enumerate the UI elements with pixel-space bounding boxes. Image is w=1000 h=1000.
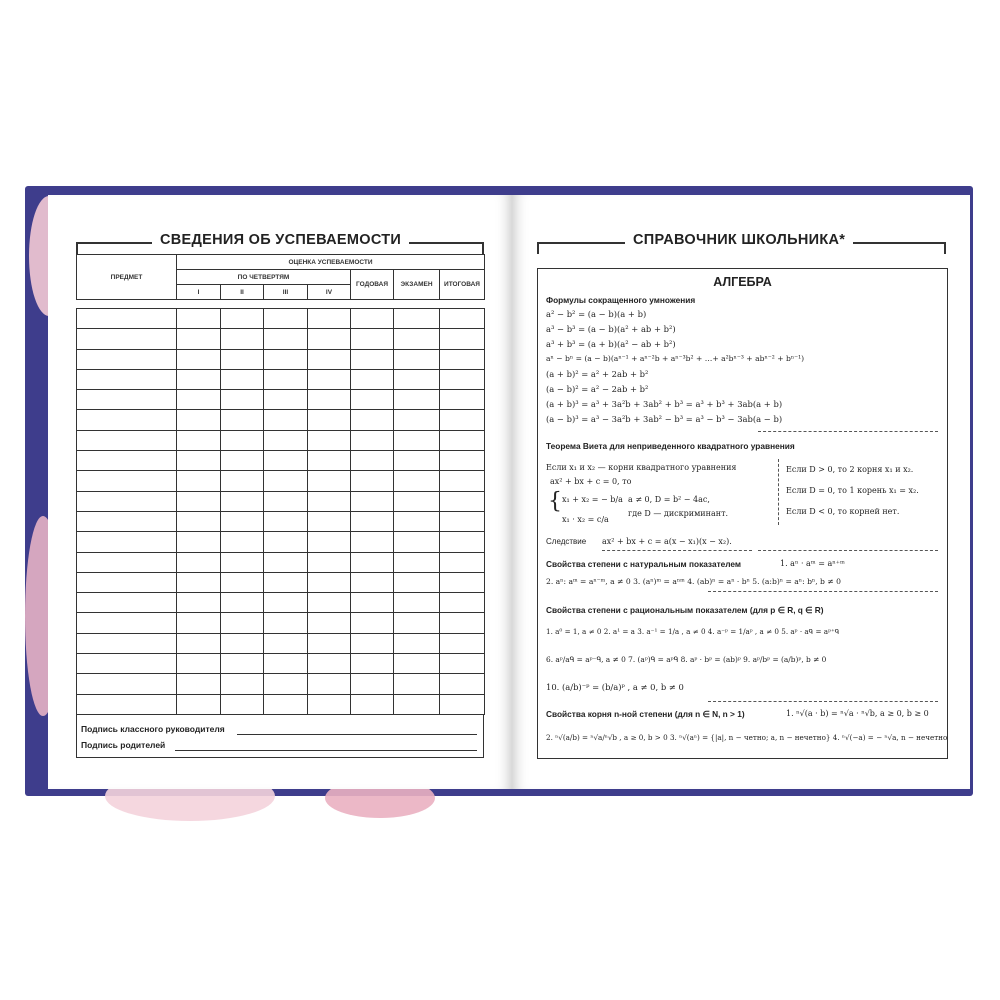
vieta-if: Если x₁ и x₂ — корни квадратного уравнения — [546, 463, 737, 472]
grade-cell[interactable] — [440, 694, 485, 714]
grade-row — [77, 410, 485, 430]
grade-row — [77, 309, 485, 329]
grade-cell[interactable] — [221, 593, 264, 613]
grade-cell[interactable] — [351, 694, 394, 714]
grade-row — [77, 613, 485, 633]
grade-cell[interactable] — [440, 309, 485, 329]
grade-cell[interactable] — [308, 471, 351, 491]
vieta-product: x₁ · x₂ = c/a — [562, 515, 609, 524]
grade-row — [77, 593, 485, 613]
vieta-consequence-label: Следствие — [546, 537, 587, 546]
grade-cell[interactable] — [351, 369, 394, 389]
grade-cell[interactable] — [264, 633, 308, 653]
grade-row — [77, 633, 485, 653]
grade-cell[interactable] — [264, 349, 308, 369]
grade-cell[interactable] — [264, 491, 308, 511]
col-quarter-2: II — [221, 285, 264, 300]
grade-row — [77, 349, 485, 369]
formula: a² − b² = (a − b)(a + b) — [546, 309, 647, 319]
grade-cell[interactable] — [440, 511, 485, 531]
formula: (a + b)³ = a³ + 3a²b + 3ab² + b³ = a³ + b³ + 3ab(a + b) — [546, 399, 783, 409]
col-exam: ЭКЗАМЕН — [394, 270, 440, 300]
grade-cell[interactable] — [177, 572, 221, 592]
divider-vertical — [778, 459, 779, 525]
grade-cell[interactable] — [264, 674, 308, 694]
grade-row — [77, 430, 485, 450]
divider — [708, 591, 938, 592]
s1-title: Формулы сокращенного умножения — [546, 295, 696, 305]
grade-row — [77, 491, 485, 511]
grades-table — [76, 254, 485, 715]
divider — [758, 550, 938, 551]
grade-cell[interactable] — [77, 654, 177, 674]
grade-cell[interactable] — [177, 329, 221, 349]
grade-cell[interactable] — [177, 654, 221, 674]
grade-cell[interactable] — [394, 613, 440, 633]
grade-cell[interactable] — [351, 633, 394, 653]
grade-cell[interactable] — [77, 674, 177, 694]
grade-cell[interactable] — [77, 349, 177, 369]
grade-cell[interactable] — [440, 572, 485, 592]
grade-cell[interactable] — [77, 410, 177, 430]
grade-cell[interactable] — [394, 674, 440, 694]
s2-title: Теорема Виета для неприведенного квадратного уравнения — [546, 441, 795, 451]
grade-cell[interactable] — [308, 410, 351, 430]
grade-cell[interactable] — [351, 674, 394, 694]
grade-cell[interactable] — [221, 633, 264, 653]
grade-cell[interactable] — [440, 552, 485, 572]
grade-cell[interactable] — [440, 471, 485, 491]
grade-cell[interactable] — [264, 329, 308, 349]
grade-row — [77, 451, 485, 471]
grade-cell[interactable] — [77, 613, 177, 633]
grade-row — [77, 694, 485, 714]
grade-cell[interactable] — [308, 349, 351, 369]
vieta-d-negative: Если D < 0, то корней нет. — [786, 507, 900, 516]
grade-cell[interactable] — [351, 593, 394, 613]
vieta-consequence: ax² + bx + c = a(x − x₁)(x − x₂). — [602, 537, 732, 546]
grade-cell[interactable] — [308, 633, 351, 653]
grade-cell[interactable] — [264, 572, 308, 592]
s4-line3: 10. (a/b)⁻ᵖ = (b/a)ᵖ , a ≠ 0, b ≠ 0 — [546, 682, 684, 692]
grade-cell[interactable] — [351, 654, 394, 674]
grade-cell[interactable] — [177, 451, 221, 471]
grade-cell[interactable] — [77, 511, 177, 531]
sign-parents-line[interactable] — [175, 750, 477, 751]
grade-cell[interactable] — [221, 369, 264, 389]
grade-cell[interactable] — [177, 674, 221, 694]
grade-cell[interactable] — [177, 369, 221, 389]
grade-cell[interactable] — [351, 451, 394, 471]
grade-cell[interactable] — [351, 491, 394, 511]
grade-cell[interactable] — [221, 410, 264, 430]
s4-line2: 6. aᵖ/aᑫ = aᵖ⁻ᑫ, a ≠ 0 7. (aᵖ)ᑫ = aᵖᑫ 8. aᵖ · bᵖ = (ab)ᵖ 9. aᵖ/bᵖ = (a/b)ᵖ, b ≠ 0 — [546, 655, 827, 664]
grade-cell[interactable] — [308, 654, 351, 674]
s4-line1: 1. a⁰ = 1, a ≠ 0 2. a¹ = a 3. a⁻¹ = 1/a , a ≠ 0 4. a⁻ᵖ = 1/aᵖ , a ≠ 0 5. aᵖ · aᑫ = aᵖ⁺ᑫ — [546, 627, 840, 636]
grade-cell[interactable] — [77, 593, 177, 613]
grade-cell[interactable] — [264, 369, 308, 389]
section-title-grades — [76, 232, 484, 254]
grade-cell[interactable] — [351, 532, 394, 552]
grade-cell[interactable] — [440, 390, 485, 410]
grade-cell[interactable] — [264, 654, 308, 674]
vieta-condition: a ≠ 0, D = b² − 4ac, — [628, 495, 710, 504]
grade-cell[interactable] — [308, 309, 351, 329]
formula: (a + b)² = a² + 2ab + b² — [546, 369, 649, 379]
algebra-heading: АЛГЕБРА — [713, 275, 772, 289]
grade-cell[interactable] — [264, 511, 308, 531]
grade-cell[interactable] — [394, 410, 440, 430]
grade-cell[interactable] — [440, 329, 485, 349]
grade-cell[interactable] — [308, 674, 351, 694]
sign-parents-label: Подпись родителей — [81, 740, 166, 750]
grade-cell[interactable] — [177, 430, 221, 450]
formula: a³ − b³ = (a − b)(a² + ab + b²) — [546, 324, 676, 334]
grade-cell[interactable] — [177, 694, 221, 714]
grade-cell[interactable] — [221, 694, 264, 714]
vieta-d-zero: Если D = 0, то 1 корень x₁ = x₂. — [786, 486, 919, 495]
formula: a³ + b³ = (a + b)(a² − ab + b²) — [546, 339, 676, 349]
grade-cell[interactable] — [221, 613, 264, 633]
grade-cell[interactable] — [77, 694, 177, 714]
grade-cell[interactable] — [264, 390, 308, 410]
s5-title: Свойства корня n-ной степени (для n ∈ N, n > 1) — [546, 709, 745, 719]
grade-cell[interactable] — [221, 471, 264, 491]
grade-cell[interactable] — [264, 694, 308, 714]
grade-cell[interactable] — [177, 471, 221, 491]
grade-cell[interactable] — [394, 511, 440, 531]
grade-cell[interactable] — [77, 309, 177, 329]
formula: aⁿ − bⁿ = (a − b)(aⁿ⁻¹ + aⁿ⁻²b + aⁿ⁻³b² + …+ a²bⁿ⁻³ + abⁿ⁻² + bⁿ⁻¹) — [546, 354, 805, 363]
grade-cell[interactable] — [177, 309, 221, 329]
grade-cell[interactable] — [77, 471, 177, 491]
grade-cell[interactable] — [221, 511, 264, 531]
grade-cell[interactable] — [308, 552, 351, 572]
grade-cell[interactable] — [308, 511, 351, 531]
grade-cell[interactable] — [308, 593, 351, 613]
grade-cell[interactable] — [221, 430, 264, 450]
grade-cell[interactable] — [394, 430, 440, 450]
grade-cell[interactable] — [351, 390, 394, 410]
grade-cell[interactable] — [351, 410, 394, 430]
divider — [758, 431, 938, 432]
grade-cell[interactable] — [394, 329, 440, 349]
grade-cell[interactable] — [221, 390, 264, 410]
formula: (a − b)³ = a³ − 3a²b + 3ab² − b³ = a³ − b³ − 3ab(a − b) — [546, 414, 783, 424]
grades-title: СВЕДЕНИЯ ОБ УСПЕВАЕМОСТИ — [152, 232, 409, 248]
grade-cell[interactable] — [221, 349, 264, 369]
formula: (a − b)² = a² − 2ab + b² — [546, 384, 649, 394]
grade-cell[interactable] — [264, 532, 308, 552]
col-quarter-1: I — [177, 285, 221, 300]
grade-cell[interactable] — [351, 471, 394, 491]
grade-cell[interactable] — [177, 633, 221, 653]
grade-cell[interactable] — [177, 410, 221, 430]
grade-cell[interactable] — [221, 572, 264, 592]
grade-cell[interactable] — [177, 593, 221, 613]
col-annual: ГОДОВАЯ — [351, 270, 394, 300]
grade-cell[interactable] — [221, 674, 264, 694]
grade-cell[interactable] — [264, 410, 308, 430]
sign-teacher-line[interactable] — [237, 734, 477, 735]
col-quarter-4: IV — [308, 285, 351, 300]
grade-cell[interactable] — [177, 491, 221, 511]
grade-cell[interactable] — [264, 593, 308, 613]
grade-cell[interactable] — [77, 532, 177, 552]
grade-cell[interactable] — [308, 329, 351, 349]
grade-cell[interactable] — [440, 593, 485, 613]
grade-cell[interactable] — [440, 532, 485, 552]
grade-row — [77, 674, 485, 694]
col-quarter-3: III — [264, 285, 308, 300]
grade-cell[interactable] — [308, 390, 351, 410]
grade-cell[interactable] — [394, 471, 440, 491]
grade-cell[interactable] — [394, 654, 440, 674]
grade-row — [77, 654, 485, 674]
s5-line: 2. ⁿ√(a/b) = ⁿ√a/ⁿ√b , a ≥ 0, b > 0 3. ⁿ√(aⁿ) = {|a|, n − четно; a, n − нечетно} 4. ⁿ√(−a) = − ⁿ√a, n − нечетно — [546, 733, 948, 742]
grade-cell[interactable] — [221, 552, 264, 572]
grade-cell[interactable] — [308, 572, 351, 592]
reference-box — [537, 268, 948, 759]
vieta-d-positive: Если D > 0, то 2 корня x₁ и x₂. — [786, 465, 914, 474]
vieta-where: где D — дискриминант. — [628, 509, 729, 518]
grade-cell[interactable] — [440, 491, 485, 511]
grade-cell[interactable] — [440, 410, 485, 430]
sign-teacher-label: Подпись классного руководителя — [81, 724, 225, 734]
grade-cell[interactable] — [77, 491, 177, 511]
grade-cell[interactable] — [221, 654, 264, 674]
grade-cell[interactable] — [351, 552, 394, 572]
s4-title: Свойства степени с рациональным показателем (для p ∈ R, q ∈ R) — [546, 605, 824, 615]
grade-cell[interactable] — [177, 511, 221, 531]
grade-cell[interactable] — [221, 309, 264, 329]
grade-cell[interactable] — [77, 369, 177, 389]
s3-first: 1. aⁿ · aᵐ = aⁿ⁺ᵐ — [780, 559, 845, 568]
grade-cell[interactable] — [308, 532, 351, 552]
grade-cell[interactable] — [308, 451, 351, 471]
grade-cell[interactable] — [177, 390, 221, 410]
grade-cell[interactable] — [264, 613, 308, 633]
vieta-sum: x₁ + x₂ = − b/a — [562, 495, 623, 504]
divider — [708, 701, 938, 702]
grade-cell[interactable] — [221, 451, 264, 471]
signature-box — [76, 714, 484, 758]
col-by-quarters: ПО ЧЕТВЕРТЯМ — [177, 270, 351, 285]
grade-cell[interactable] — [264, 451, 308, 471]
grade-cell[interactable] — [221, 491, 264, 511]
grade-cell[interactable] — [394, 633, 440, 653]
grade-cell[interactable] — [394, 532, 440, 552]
grade-cell[interactable] — [177, 613, 221, 633]
grade-cell[interactable] — [77, 390, 177, 410]
section-title-reference — [537, 232, 946, 254]
grade-cell[interactable] — [394, 369, 440, 389]
grade-row — [77, 329, 485, 349]
col-final: ИТОГОВАЯ — [440, 270, 485, 300]
grade-row — [77, 552, 485, 572]
grade-cell[interactable] — [440, 369, 485, 389]
grade-cell[interactable] — [264, 309, 308, 329]
grade-cell[interactable] — [440, 349, 485, 369]
grade-cell[interactable] — [440, 451, 485, 471]
grade-cell[interactable] — [177, 552, 221, 572]
grade-cell[interactable] — [440, 674, 485, 694]
grade-row — [77, 511, 485, 531]
col-assessment: ОЦЕНКА УСПЕВАЕМОСТИ — [177, 255, 485, 270]
grade-cell[interactable] — [394, 491, 440, 511]
grade-cell[interactable] — [264, 430, 308, 450]
grade-cell[interactable] — [177, 349, 221, 369]
grade-cell[interactable] — [394, 593, 440, 613]
grade-cell[interactable] — [77, 552, 177, 572]
grade-cell[interactable] — [221, 329, 264, 349]
grades-body — [77, 309, 485, 715]
grade-row — [77, 390, 485, 410]
grade-row — [77, 369, 485, 389]
grade-cell[interactable] — [394, 552, 440, 572]
grade-cell[interactable] — [77, 430, 177, 450]
grade-cell[interactable] — [77, 451, 177, 471]
grade-cell[interactable] — [351, 572, 394, 592]
grade-cell[interactable] — [394, 390, 440, 410]
grade-cell[interactable] — [351, 430, 394, 450]
grade-cell[interactable] — [440, 613, 485, 633]
grade-cell[interactable] — [394, 451, 440, 471]
grade-cell[interactable] — [77, 572, 177, 592]
s3-line: 2. aⁿ: aᵐ = aⁿ⁻ᵐ, a ≠ 0 3. (aⁿ)ᵐ = aⁿᵐ 4. (ab)ⁿ = aⁿ · bⁿ 5. (a:b)ⁿ = aⁿ: bⁿ, b ≠ 0 — [546, 577, 841, 586]
grade-cell[interactable] — [394, 694, 440, 714]
grade-cell[interactable] — [308, 694, 351, 714]
grade-cell[interactable] — [440, 654, 485, 674]
grade-cell[interactable] — [351, 613, 394, 633]
grade-cell[interactable] — [308, 430, 351, 450]
grade-row — [77, 532, 485, 552]
grade-cell[interactable] — [440, 633, 485, 653]
vieta-equation: ax² + bx + c = 0, то — [550, 477, 632, 486]
s3-title: Свойства степени с натуральным показателем — [546, 559, 742, 569]
grade-cell[interactable] — [77, 633, 177, 653]
reference-title: СПРАВОЧНИК ШКОЛЬНИКА* — [625, 232, 853, 248]
grade-cell[interactable] — [440, 430, 485, 450]
grade-row — [77, 471, 485, 491]
grade-cell[interactable] — [394, 349, 440, 369]
s5-first: 1. ⁿ√(a · b) = ⁿ√a · ⁿ√b, a ≥ 0, b ≥ 0 — [786, 709, 929, 718]
grade-cell[interactable] — [351, 349, 394, 369]
grade-cell[interactable] — [264, 471, 308, 491]
grade-cell[interactable] — [394, 309, 440, 329]
grade-cell[interactable] — [351, 329, 394, 349]
grade-cell[interactable] — [77, 329, 177, 349]
grade-cell[interactable] — [351, 511, 394, 531]
grade-cell[interactable] — [308, 369, 351, 389]
grade-cell[interactable] — [308, 491, 351, 511]
divider — [602, 550, 752, 551]
grade-cell[interactable] — [221, 532, 264, 552]
grade-cell[interactable] — [351, 309, 394, 329]
col-subject: ПРЕДМЕТ — [77, 255, 177, 300]
grade-row — [77, 572, 485, 592]
grade-cell[interactable] — [394, 572, 440, 592]
grade-cell[interactable] — [264, 552, 308, 572]
grade-cell[interactable] — [308, 613, 351, 633]
vieta-brace: { — [548, 489, 562, 514]
grade-cell[interactable] — [177, 532, 221, 552]
